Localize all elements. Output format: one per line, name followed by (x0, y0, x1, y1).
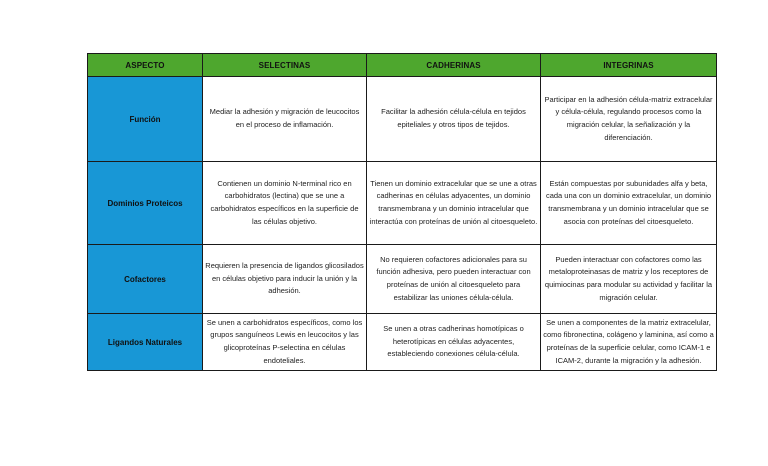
integrinas-cell: Están compuestas por subunidades alfa y beta, cada una con un dominio extracelular, un dominio transmembrana y un dominio intracelular que se asocia con proteínas del citoesqueleto. (541, 162, 717, 245)
table-row (88, 77, 717, 162)
table-row (88, 314, 717, 371)
header-aspecto: ASPECTO (88, 54, 203, 77)
cadherinas-cell: Se unen a otras cadherinas homotípicas o heterotípicas en células adyacentes, estableciendo conexiones célula-célula. (367, 314, 541, 371)
header-cadherinas: CADHERINAS (367, 54, 541, 77)
table-header-row (88, 54, 717, 77)
cadherinas-cell: No requieren cofactores adicionales para su función adhesiva, pero pueden interactuar con proteínas de unión al citoesqueleto para estabilizar las uniones célula-célula. (367, 245, 541, 314)
cadherinas-cell: Tienen un dominio extracelular que se une a otras cadherinas en células adyacentes, un dominio transmembrana y un dominio intracelular que interactúa con proteínas de unión al citoesqueleto. (367, 162, 541, 245)
integrinas-cell: Pueden interactuar con cofactores como las metaloproteinasas de matriz y los receptores de quimiocinas para modular su actividad y facilitar la migración celular. (541, 245, 717, 314)
cadherinas-cell: Facilitar la adhesión célula-célula en tejidos epiteliales y otros tipos de tejidos. (367, 77, 541, 162)
aspect-cell: Dominios Proteicos (88, 162, 203, 245)
table-row (88, 245, 717, 314)
aspect-cell: Ligandos Naturales (88, 314, 203, 371)
aspect-cell: Función (88, 77, 203, 162)
selectinas-cell: Se unen a carbohidratos específicos, como los grupos sanguíneos Lewis en leucocitos y las glicoproteínas P-selectina en células endoteliales. (203, 314, 367, 371)
selectinas-cell: Mediar la adhesión y migración de leucocitos en el proceso de inflamación. (203, 77, 367, 162)
selectinas-cell: Requieren la presencia de ligandos glicosilados en células objetivo para inducir la unión y la adhesión. (203, 245, 367, 314)
table-row (88, 162, 717, 245)
integrinas-cell: Se unen a componentes de la matriz extracelular, como fibronectina, colágeno y laminina, así como a proteínas de la superficie celular, como ICAM-1 e ICAM-2, durante la migración y la adhesión. (541, 314, 717, 371)
selectinas-cell: Contienen un dominio N-terminal rico en carbohidratos (lectina) que se une a carbohidratos específicos en la superficie de las células objetivo. (203, 162, 367, 245)
comparison-table (87, 53, 717, 371)
comparison-table-container (87, 53, 716, 371)
header-selectinas: SELECTINAS (203, 54, 367, 77)
header-integrinas: INTEGRINAS (541, 54, 717, 77)
integrinas-cell: Participar en la adhesión célula-matriz extracelular y célula-célula, regulando procesos como la migración celular, la señalización y la diferenciación. (541, 77, 717, 162)
aspect-cell: Cofactores (88, 245, 203, 314)
